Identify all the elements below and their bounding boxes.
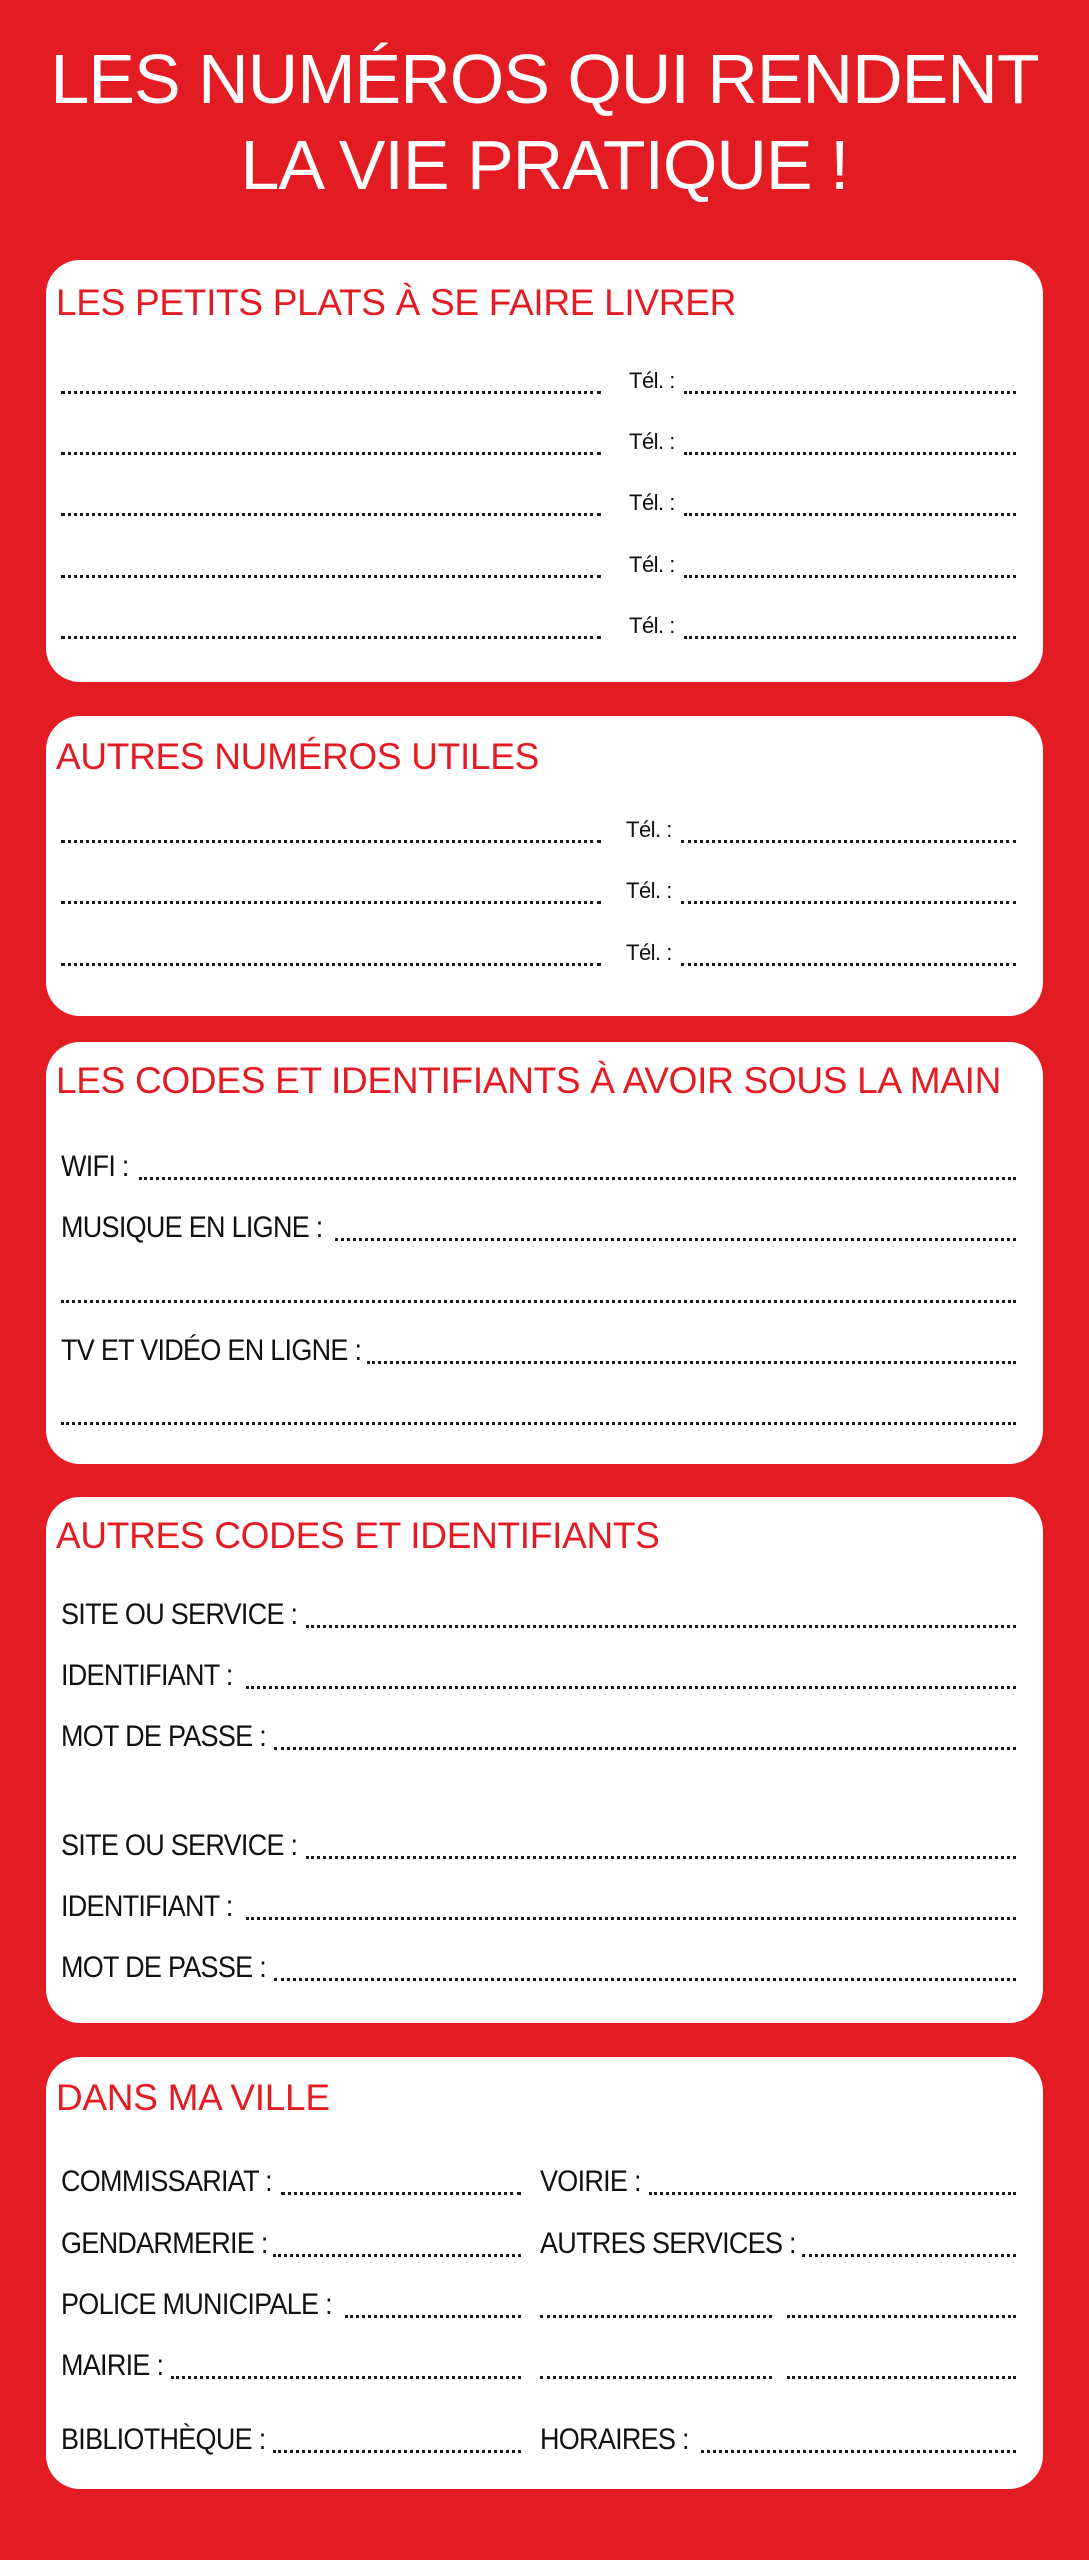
password-row[interactable]	[61, 1951, 1016, 1985]
delivery-section-title: LES PETITS PLATS À SE FAIRE LIVRER	[56, 282, 737, 323]
hours-label: HORAIRES :	[540, 2423, 689, 2456]
library-field[interactable]	[273, 2450, 521, 2453]
delivery-phone-field[interactable]	[684, 636, 1016, 639]
tel-label: Tél. :	[626, 940, 672, 965]
music-extra-row[interactable]	[61, 1273, 1016, 1307]
other-services-field[interactable]	[802, 2254, 1016, 2257]
delivery-phone-field[interactable]	[684, 575, 1016, 578]
site-row[interactable]	[61, 1829, 1016, 1863]
password-row[interactable]	[61, 1720, 1016, 1754]
identifier-row[interactable]	[61, 1890, 1016, 1924]
city-row	[61, 2288, 1016, 2322]
password-field[interactable]	[274, 1747, 1016, 1750]
tv-extra-row[interactable]	[61, 1395, 1016, 1429]
delivery-entry[interactable]	[61, 548, 1016, 582]
other-number-phone-field[interactable]	[681, 963, 1016, 966]
tel-label: Tél. :	[629, 368, 675, 393]
codes-section	[46, 1042, 1043, 1464]
site-label: SITE OU SERVICE :	[61, 1829, 298, 1862]
other-codes-section-title: AUTRES CODES ET IDENTIFIANTS	[56, 1515, 660, 1556]
city-row	[61, 2227, 1016, 2261]
other-services-label: AUTRES SERVICES :	[540, 2227, 796, 2260]
delivery-entry[interactable]	[61, 609, 1016, 643]
delivery-entry[interactable]	[61, 364, 1016, 398]
gendarmerie-field[interactable]	[273, 2254, 521, 2257]
music-field[interactable]	[335, 1238, 1016, 1241]
delivery-name-field[interactable]	[61, 391, 601, 394]
municipal-police-field[interactable]	[345, 2315, 521, 2318]
city-row	[61, 2349, 1016, 2383]
tv-extra-field[interactable]	[61, 1422, 1016, 1425]
tv-label: TV ET VIDÉO EN LIGNE :	[61, 1334, 362, 1367]
extra-service-field[interactable]	[540, 2376, 772, 2379]
delivery-entry[interactable]	[61, 425, 1016, 459]
tel-label: Tél. :	[629, 613, 675, 638]
other-numbers-section-title: AUTRES NUMÉROS UTILES	[56, 736, 539, 777]
other-number-entry[interactable]	[61, 936, 1016, 970]
extra-service-number-field[interactable]	[787, 2376, 1016, 2379]
delivery-name-field[interactable]	[61, 452, 601, 455]
town-hall-field[interactable]	[171, 2376, 521, 2379]
page-title-line1: LES NUMÉROS QUI RENDENT	[50, 40, 1039, 118]
other-codes-section	[46, 1497, 1043, 2023]
wifi-row[interactable]	[61, 1150, 1016, 1184]
tv-field[interactable]	[367, 1361, 1016, 1364]
gendarmerie-label: GENDARMERIE :	[61, 2227, 268, 2260]
other-number-name-field[interactable]	[61, 901, 601, 904]
delivery-entry[interactable]	[61, 486, 1016, 520]
tel-label: Tél. :	[629, 490, 675, 515]
police-station-field[interactable]	[281, 2192, 521, 2195]
police-station-label: COMMISSARIAT :	[61, 2165, 272, 2198]
other-number-phone-field[interactable]	[681, 901, 1016, 904]
city-section-title: DANS MA VILLE	[56, 2077, 330, 2118]
city-section	[46, 2057, 1043, 2489]
music-label: MUSIQUE EN LIGNE :	[61, 1211, 323, 1244]
password-label: MOT DE PASSE :	[61, 1720, 266, 1753]
delivery-name-field[interactable]	[61, 575, 601, 578]
delivery-section	[46, 260, 1043, 682]
roads-field[interactable]	[649, 2192, 1016, 2195]
tel-label: Tél. :	[629, 429, 675, 454]
other-number-name-field[interactable]	[61, 840, 601, 843]
city-row	[61, 2165, 1016, 2199]
delivery-phone-field[interactable]	[684, 391, 1016, 394]
municipal-police-label: POLICE MUNICIPALE :	[61, 2288, 332, 2321]
delivery-name-field[interactable]	[61, 513, 601, 516]
identifier-label: IDENTIFIANT :	[61, 1890, 233, 1923]
identifier-row[interactable]	[61, 1659, 1016, 1693]
identifier-field[interactable]	[246, 1917, 1016, 1920]
city-row	[61, 2423, 1016, 2457]
roads-label: VOIRIE :	[540, 2165, 641, 2198]
delivery-name-field[interactable]	[61, 636, 601, 639]
wifi-label: WIFI :	[61, 1150, 129, 1183]
music-row[interactable]	[61, 1211, 1016, 1245]
password-field[interactable]	[274, 1978, 1016, 1981]
other-number-entry[interactable]	[61, 874, 1016, 908]
library-label: BIBLIOTHÈQUE :	[61, 2423, 266, 2456]
site-field[interactable]	[306, 1856, 1016, 1859]
town-hall-label: MAIRIE :	[61, 2349, 164, 2382]
wifi-field[interactable]	[139, 1177, 1016, 1180]
other-number-entry[interactable]	[61, 813, 1016, 847]
music-extra-field[interactable]	[61, 1300, 1016, 1303]
password-label: MOT DE PASSE :	[61, 1951, 266, 1984]
codes-section-title: LES CODES ET IDENTIFIANTS À AVOIR SOUS LA MAIN	[56, 1060, 1002, 1101]
delivery-phone-field[interactable]	[684, 513, 1016, 516]
site-row[interactable]	[61, 1598, 1016, 1632]
other-number-name-field[interactable]	[61, 963, 601, 966]
delivery-phone-field[interactable]	[684, 452, 1016, 455]
site-label: SITE OU SERVICE :	[61, 1598, 298, 1631]
hours-field[interactable]	[701, 2450, 1016, 2453]
other-number-phone-field[interactable]	[681, 840, 1016, 843]
tv-row[interactable]	[61, 1334, 1016, 1368]
tel-label: Tél. :	[629, 552, 675, 577]
tel-label: Tél. :	[626, 817, 672, 842]
extra-service-number-field[interactable]	[787, 2315, 1016, 2318]
tel-label: Tél. :	[626, 878, 672, 903]
page-title-line2: LA VIE PRATIQUE !	[240, 126, 849, 204]
extra-service-field[interactable]	[540, 2315, 772, 2318]
identifier-label: IDENTIFIANT :	[61, 1659, 233, 1692]
other-numbers-section	[46, 716, 1043, 1016]
identifier-field[interactable]	[246, 1686, 1016, 1689]
site-field[interactable]	[306, 1625, 1016, 1628]
